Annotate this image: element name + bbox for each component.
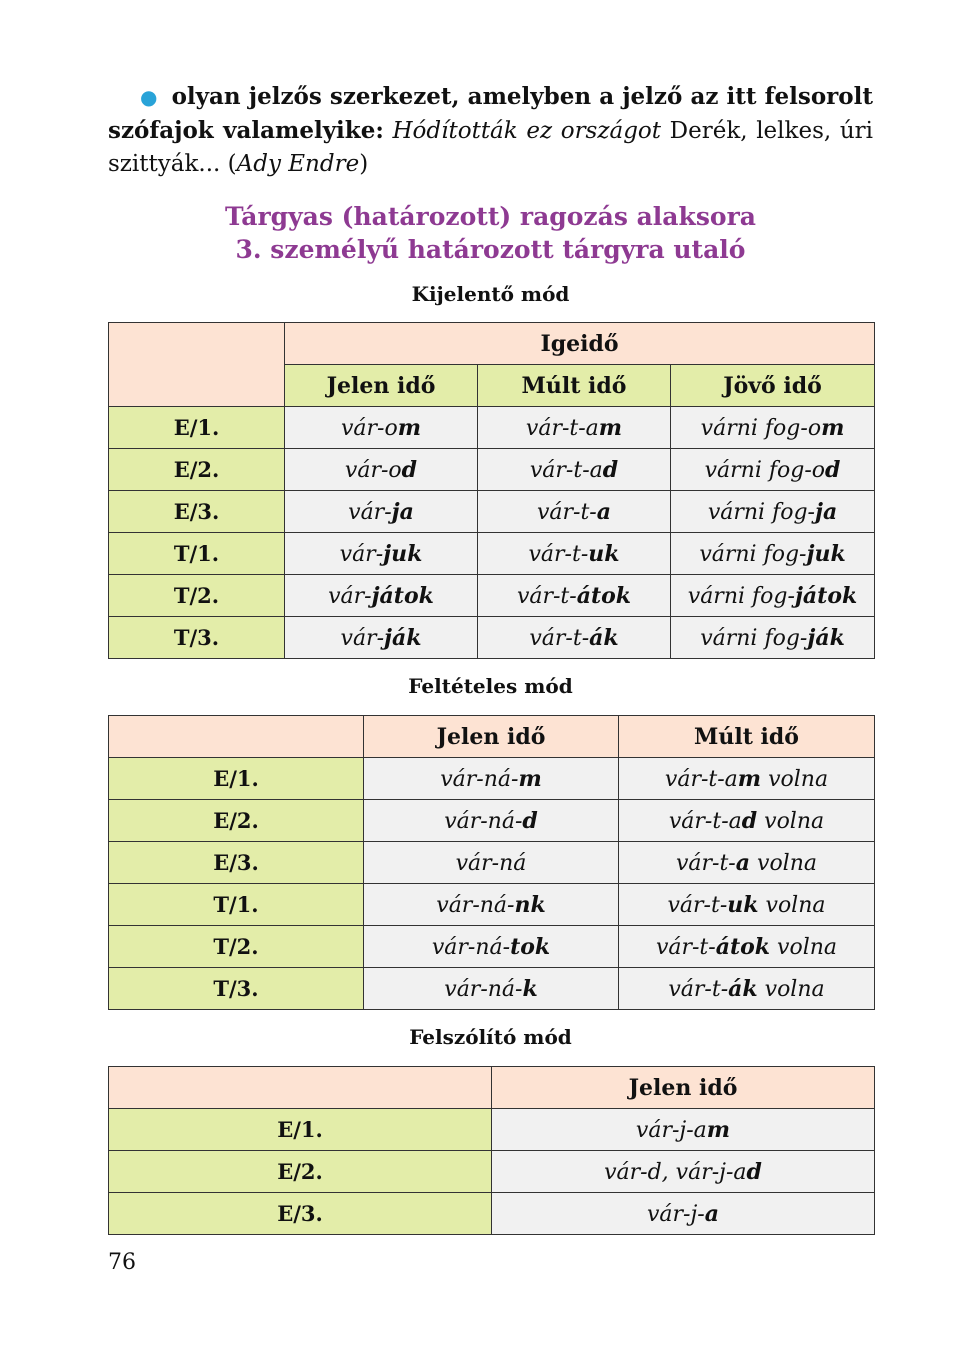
suffix-text: d bbox=[825, 456, 841, 483]
suffix-text: d bbox=[741, 807, 758, 834]
table-row bbox=[109, 617, 875, 659]
conjugation-cell bbox=[285, 533, 478, 575]
conjugation-cell bbox=[671, 491, 875, 533]
suffix-text: d bbox=[522, 807, 538, 834]
person-label: E/1. bbox=[109, 407, 285, 449]
person-label: E/2. bbox=[109, 800, 364, 842]
conjugation-cell bbox=[619, 800, 875, 842]
suffix-text: uk bbox=[588, 540, 620, 567]
person-label: T/2. bbox=[109, 575, 285, 617]
stem-text: vár-j- bbox=[646, 1201, 705, 1227]
stem-text: vár-o bbox=[344, 457, 402, 483]
stem-text: vár- bbox=[328, 583, 372, 609]
suffix-text: ák bbox=[728, 975, 758, 1002]
table-row bbox=[109, 533, 875, 575]
table-row bbox=[109, 926, 875, 968]
suffix-text: a bbox=[704, 1200, 719, 1227]
table-row bbox=[109, 842, 875, 884]
table-corner bbox=[109, 323, 285, 407]
suffix-text: nk bbox=[514, 891, 546, 918]
person-label: T/2. bbox=[109, 926, 364, 968]
page-number: 76 bbox=[108, 1250, 136, 1275]
stem-text: várni fog-o bbox=[700, 415, 822, 441]
imperative-title: Felszólító mód bbox=[409, 1025, 572, 1049]
conjugation-cell bbox=[478, 533, 671, 575]
suffix-text: d bbox=[401, 456, 418, 483]
person-label: E/2. bbox=[109, 449, 285, 491]
conjugation-cell bbox=[492, 1109, 875, 1151]
person-label: T/1. bbox=[109, 533, 285, 575]
conjugation-cell bbox=[671, 575, 875, 617]
tense-group-header: Igeidő bbox=[285, 323, 875, 365]
conditional-title: Feltételes mód bbox=[408, 674, 573, 698]
auxiliary-text: volna bbox=[770, 934, 838, 960]
person-label: E/3. bbox=[109, 491, 285, 533]
stem-text: vár-t- bbox=[516, 583, 577, 609]
suffix-text: m bbox=[821, 414, 845, 441]
stem-text: vár-t-a bbox=[664, 766, 738, 792]
conjugation-cell bbox=[478, 491, 671, 533]
conjugation-cell bbox=[671, 533, 875, 575]
conjugation-cell bbox=[619, 758, 875, 800]
suffix-text: ák bbox=[589, 624, 619, 651]
column-header: Jelen idő bbox=[285, 365, 478, 407]
conjugation-cell bbox=[285, 491, 478, 533]
suffix-text: m bbox=[706, 1116, 731, 1143]
suffix-text: a bbox=[596, 498, 612, 525]
table-row bbox=[109, 968, 875, 1010]
conjugation-cell bbox=[285, 407, 478, 449]
stem-text: vár-t-a bbox=[525, 415, 599, 441]
suffix-text: d bbox=[746, 1158, 762, 1185]
conjugation-cell bbox=[364, 800, 619, 842]
table-row bbox=[109, 407, 875, 449]
table-row bbox=[109, 1193, 875, 1235]
conjugation-cell bbox=[619, 842, 875, 884]
conjugation-cell bbox=[619, 968, 875, 1010]
suffix-text: átok bbox=[715, 933, 771, 960]
stem-text: vár-t- bbox=[667, 892, 728, 918]
stem-text: vár- bbox=[339, 541, 384, 567]
suffix-text: játok bbox=[371, 582, 434, 609]
person-label: T/3. bbox=[109, 617, 285, 659]
intro-bold-text: olyan jelzős szerkezet, amelyben a jelző az itt felsorolt szófajok valamelyike: bbox=[108, 83, 873, 144]
stem-text: vár- bbox=[348, 499, 392, 525]
heading-line-1: Tárgyas (határozott) ragozás alaksora bbox=[225, 202, 756, 231]
column-header: Jelen idő bbox=[364, 716, 619, 758]
stem-text: vár-ná- bbox=[436, 892, 515, 918]
table-corner bbox=[109, 1067, 492, 1109]
stem-text: vár-ná- bbox=[431, 934, 511, 960]
stem-text: vár-t- bbox=[528, 541, 589, 567]
conjugation-cell bbox=[364, 968, 619, 1010]
table-row bbox=[109, 491, 875, 533]
person-label: E/1. bbox=[109, 1109, 492, 1151]
person-label: E/3. bbox=[109, 842, 364, 884]
stem-text: vár-t- bbox=[668, 976, 729, 1002]
suffix-text: juk bbox=[806, 540, 846, 567]
suffix-text: tok bbox=[510, 933, 551, 960]
conjugation-cell bbox=[619, 926, 875, 968]
indicative-title: Kijelentő mód bbox=[411, 282, 570, 306]
suffix-text: játok bbox=[794, 582, 858, 609]
indicative-table bbox=[108, 322, 875, 659]
conjugation-cell bbox=[478, 575, 671, 617]
suffix-text: ják bbox=[384, 624, 422, 651]
section-heading bbox=[108, 200, 873, 266]
person-label: E/2. bbox=[109, 1151, 492, 1193]
suffix-text: átok bbox=[576, 582, 632, 609]
column-header: Jövő idő bbox=[671, 365, 875, 407]
stem-text: várni fog-o bbox=[704, 457, 826, 483]
column-header: Jelen idő bbox=[492, 1067, 875, 1109]
table-row bbox=[109, 1109, 875, 1151]
conjugation-cell bbox=[671, 407, 875, 449]
auxiliary-text: volna bbox=[757, 808, 825, 834]
table-row bbox=[109, 449, 875, 491]
table-row bbox=[109, 1151, 875, 1193]
conjugation-cell bbox=[364, 758, 619, 800]
stem-text: vár-t-a bbox=[668, 808, 742, 834]
suffix-text: k bbox=[522, 975, 538, 1002]
stem-text: várni fog- bbox=[699, 541, 807, 567]
stem-text: vár- bbox=[340, 625, 385, 651]
conjugation-cell bbox=[364, 842, 619, 884]
stem-text: vár-ná bbox=[455, 850, 527, 876]
stem-text: vár-j-a bbox=[635, 1117, 707, 1143]
stem-text: vár-t- bbox=[655, 934, 716, 960]
conjugation-cell bbox=[364, 926, 619, 968]
person-label: T/1. bbox=[109, 884, 364, 926]
column-header: Múlt idő bbox=[619, 716, 875, 758]
stem-text: vár-ná- bbox=[444, 808, 523, 834]
stem-text: vár-d, vár-j-a bbox=[604, 1159, 747, 1185]
conjugation-cell bbox=[285, 575, 478, 617]
conjugation-cell bbox=[478, 617, 671, 659]
stem-text: várni fog- bbox=[707, 499, 815, 525]
conjugation-cell bbox=[671, 617, 875, 659]
conjugation-cell bbox=[478, 449, 671, 491]
table-row bbox=[109, 758, 875, 800]
intro-example-italic: Hódították ez országot bbox=[392, 118, 662, 144]
suffix-text: ják bbox=[807, 624, 845, 651]
suffix-text: uk bbox=[727, 891, 759, 918]
bullet-icon: ● bbox=[140, 85, 158, 109]
suffix-text: d bbox=[602, 456, 619, 483]
conjugation-cell bbox=[364, 884, 619, 926]
person-label: E/1. bbox=[109, 758, 364, 800]
table-row bbox=[109, 575, 875, 617]
stem-text: vár-ná- bbox=[440, 766, 519, 792]
conjugation-cell bbox=[492, 1193, 875, 1235]
intro-paragraph bbox=[108, 80, 873, 181]
conjugation-cell bbox=[285, 449, 478, 491]
conjugation-cell bbox=[671, 449, 875, 491]
suffix-text: ja bbox=[814, 498, 838, 525]
column-header: Múlt idő bbox=[478, 365, 671, 407]
suffix-text: ja bbox=[391, 498, 414, 525]
conjugation-cell bbox=[492, 1151, 875, 1193]
auxiliary-text: volna bbox=[761, 766, 829, 792]
stem-text: vár-t- bbox=[675, 850, 736, 876]
person-label: E/3. bbox=[109, 1193, 492, 1235]
conjugation-cell bbox=[478, 407, 671, 449]
stem-text: vár-t- bbox=[536, 499, 597, 525]
person-label: T/3. bbox=[109, 968, 364, 1010]
heading-line-2: 3. személyű határozott tárgyra utaló bbox=[235, 235, 746, 264]
stem-text: vár-t- bbox=[529, 625, 590, 651]
suffix-text: a bbox=[735, 849, 751, 876]
suffix-text: juk bbox=[383, 540, 423, 567]
auxiliary-text: volna bbox=[758, 892, 826, 918]
suffix-text: m bbox=[397, 414, 422, 441]
suffix-text: m bbox=[598, 414, 623, 441]
stem-text: vár-ná- bbox=[444, 976, 523, 1002]
conjugation-cell bbox=[285, 617, 478, 659]
intro-author: Ady Endre bbox=[236, 151, 360, 177]
stem-text: vár-o bbox=[340, 415, 398, 441]
imperative-table bbox=[108, 1066, 875, 1235]
suffix-text: m bbox=[737, 765, 762, 792]
stem-text: várni fog- bbox=[687, 583, 795, 609]
auxiliary-text: volna bbox=[750, 850, 818, 876]
intro-close: ) bbox=[359, 151, 369, 177]
table-row bbox=[109, 800, 875, 842]
conjugation-cell bbox=[619, 884, 875, 926]
table-corner bbox=[109, 716, 364, 758]
suffix-text: m bbox=[518, 765, 542, 792]
stem-text: vár-t-a bbox=[529, 457, 603, 483]
conditional-table bbox=[108, 715, 875, 1010]
intro-example-text: Derék, lelkes, úri szittyák... ( bbox=[108, 118, 873, 177]
table-row bbox=[109, 884, 875, 926]
auxiliary-text: volna bbox=[757, 976, 825, 1002]
stem-text: várni fog- bbox=[700, 625, 808, 651]
